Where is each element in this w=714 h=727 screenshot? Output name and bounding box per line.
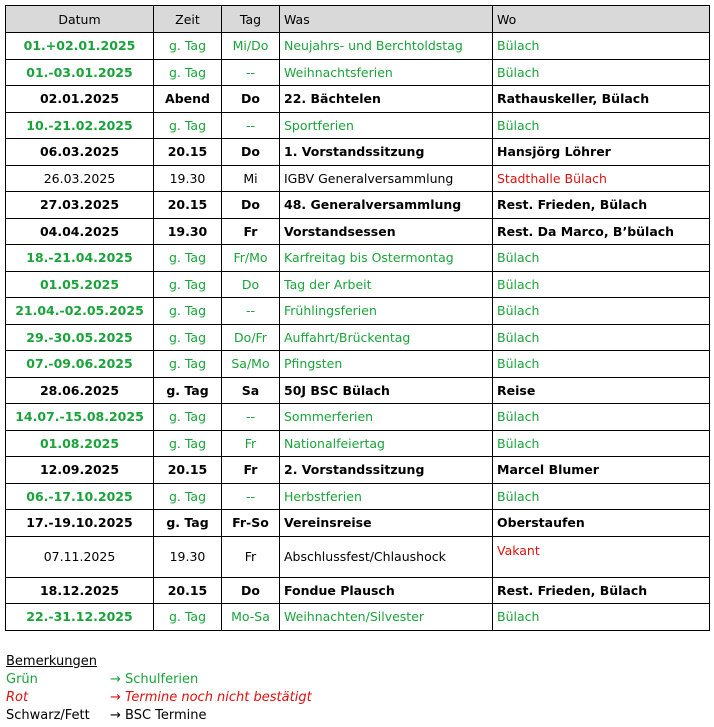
table-row [6,351,710,378]
notes-section [6,653,312,725]
cell-zeit: g. Tag [154,112,222,139]
table-row [6,298,710,325]
header-tag: Tag [222,6,280,33]
cell-datum: 07.11.2025 [6,536,154,577]
table-row [6,271,710,298]
cell-tag: Do [222,577,280,604]
note-value: → Termine noch nicht bestätigt [110,690,312,705]
cell-was: Neujahrs- und Berchtoldstag [280,33,493,60]
header-wo: Wo [493,6,710,33]
table-row [6,59,710,86]
cell-wo: Hansjörg Löhrer [493,139,710,166]
cell-zeit: g. Tag [154,59,222,86]
table-row [6,457,710,484]
cell-tag: Mi [222,165,280,192]
cell-datum: 18.12.2025 [6,577,154,604]
cell-zeit: g. Tag [154,404,222,431]
notes-heading: Bemerkungen [6,654,98,669]
cell-datum: 17.-19.10.2025 [6,510,154,537]
cell-was: Fondue Plausch [280,577,493,604]
table-row [6,192,710,219]
schedule-table [5,5,710,631]
cell-datum: 04.04.2025 [6,218,154,245]
cell-wo: Bülach [493,271,710,298]
note-key: Schwarz/Fett [6,708,90,723]
cell-datum: 29.-30.05.2025 [6,324,154,351]
table-row [6,139,710,166]
cell-wo: Rest. Frieden, Bülach [493,577,710,604]
cell-was: Tag der Arbeit [280,271,493,298]
cell-zeit: g. Tag [154,604,222,631]
cell-tag: -- [222,298,280,325]
cell-tag: Sa/Mo [222,351,280,378]
cell-zeit: 20.15 [154,457,222,484]
cell-tag: Fr/Mo [222,245,280,272]
cell-tag: Do [222,271,280,298]
cell-zeit: g. Tag [154,271,222,298]
cell-tag: Do [222,192,280,219]
cell-wo: Bülach [493,298,710,325]
cell-zeit: 19.30 [154,536,222,577]
cell-wo: Bülach [493,483,710,510]
cell-zeit: g. Tag [154,33,222,60]
cell-wo: Rest. Frieden, Bülach [493,192,710,219]
note-black [6,707,312,725]
cell-datum: 21.04.-02.05.2025 [6,298,154,325]
table-row [6,112,710,139]
table-row [6,430,710,457]
cell-was: Vorstandsessen [280,218,493,245]
table-row [6,165,710,192]
cell-wo: Rest. Da Marco, B’bülach [493,218,710,245]
cell-zeit: g. Tag [154,351,222,378]
cell-datum: 22.-31.12.2025 [6,604,154,631]
table-row [6,404,710,431]
cell-was: Weihnachten/Silvester [280,604,493,631]
note-red [6,689,312,707]
table-row [6,577,710,604]
cell-tag: Fr-So [222,510,280,537]
cell-zeit: 20.15 [154,577,222,604]
cell-tag: Do/Fr [222,324,280,351]
cell-tag: Sa [222,377,280,404]
cell-wo: Bülach [493,430,710,457]
table-row [6,86,710,113]
header-datum: Datum [6,6,154,33]
cell-was: Vereinsreise [280,510,493,537]
cell-zeit: Abend [154,86,222,113]
cell-was: Abschlussfest/Chlaushock [280,536,493,577]
cell-zeit: 20.15 [154,139,222,166]
cell-wo: Rathauskeller, Bülach [493,86,710,113]
cell-zeit: 20.15 [154,192,222,219]
cell-datum: 26.03.2025 [6,165,154,192]
cell-wo: Bülach [493,351,710,378]
cell-wo: Vakant [493,536,710,577]
cell-datum: 06.-17.10.2025 [6,483,154,510]
cell-datum: 01.+02.01.2025 [6,33,154,60]
cell-was: Frühlingsferien [280,298,493,325]
table-row [6,245,710,272]
cell-was: Weihnachtsferien [280,59,493,86]
note-key: Grün [6,672,38,687]
cell-tag: Mo-Sa [222,604,280,631]
cell-datum: 01.08.2025 [6,430,154,457]
cell-wo: Bülach [493,33,710,60]
cell-zeit: g. Tag [154,510,222,537]
table-row [6,604,710,631]
table-row [6,377,710,404]
cell-datum: 10.-21.02.2025 [6,112,154,139]
note-value: → BSC Termine [110,708,207,723]
cell-tag: Mi/Do [222,33,280,60]
cell-zeit: 19.30 [154,218,222,245]
cell-wo: Bülach [493,404,710,431]
cell-wo: Bülach [493,245,710,272]
table-row [6,218,710,245]
cell-datum: 01.05.2025 [6,271,154,298]
header-was: Was [280,6,493,33]
cell-tag: Fr [222,536,280,577]
table-header-row [6,6,710,33]
header-zeit: Zeit [154,6,222,33]
cell-datum: 14.07.-15.08.2025 [6,404,154,431]
cell-tag: -- [222,112,280,139]
cell-wo: Oberstaufen [493,510,710,537]
cell-was: 50J BSC Bülach [280,377,493,404]
table-row [6,324,710,351]
schedule-rows [6,33,710,631]
cell-zeit: g. Tag [154,483,222,510]
cell-tag: Do [222,139,280,166]
cell-was: Sportferien [280,112,493,139]
cell-zeit: g. Tag [154,430,222,457]
table-row [6,536,710,577]
cell-tag: -- [222,483,280,510]
cell-tag: -- [222,404,280,431]
cell-was: 22. Bächtelen [280,86,493,113]
cell-zeit: g. Tag [154,298,222,325]
cell-wo: Stadthalle Bülach [493,165,710,192]
cell-was: Nationalfeiertag [280,430,493,457]
cell-was: Auffahrt/Brückentag [280,324,493,351]
cell-was: 2. Vorstandssitzung [280,457,493,484]
cell-wo: Marcel Blumer [493,457,710,484]
cell-datum: 06.03.2025 [6,139,154,166]
cell-datum: 12.09.2025 [6,457,154,484]
cell-datum: 27.03.2025 [6,192,154,219]
note-value: → Schulferien [110,672,199,687]
cell-wo: Bülach [493,59,710,86]
cell-zeit: g. Tag [154,245,222,272]
cell-was: Pfingsten [280,351,493,378]
table-row [6,510,710,537]
cell-tag: -- [222,59,280,86]
cell-tag: Fr [222,218,280,245]
note-green [6,671,312,689]
cell-zeit: g. Tag [154,377,222,404]
cell-datum: 28.06.2025 [6,377,154,404]
table-row [6,483,710,510]
cell-datum: 01.-03.01.2025 [6,59,154,86]
cell-datum: 07.-09.06.2025 [6,351,154,378]
note-key: Rot [6,690,29,705]
cell-tag: Do [222,86,280,113]
cell-tag: Fr [222,430,280,457]
table-row [6,33,710,60]
cell-zeit: g. Tag [154,324,222,351]
cell-wo: Reise [493,377,710,404]
cell-tag: Fr [222,457,280,484]
cell-wo: Bülach [493,112,710,139]
cell-was: Karfreitag bis Ostermontag [280,245,493,272]
cell-was: 48. Generalversammlung [280,192,493,219]
cell-wo: Bülach [493,324,710,351]
cell-zeit: 19.30 [154,165,222,192]
cell-was: 1. Vorstandssitzung [280,139,493,166]
cell-datum: 18.-21.04.2025 [6,245,154,272]
cell-wo: Bülach [493,604,710,631]
cell-datum: 02.01.2025 [6,86,154,113]
cell-was: Sommerferien [280,404,493,431]
cell-was: Herbstferien [280,483,493,510]
cell-was: IGBV Generalversammlung [280,165,493,192]
